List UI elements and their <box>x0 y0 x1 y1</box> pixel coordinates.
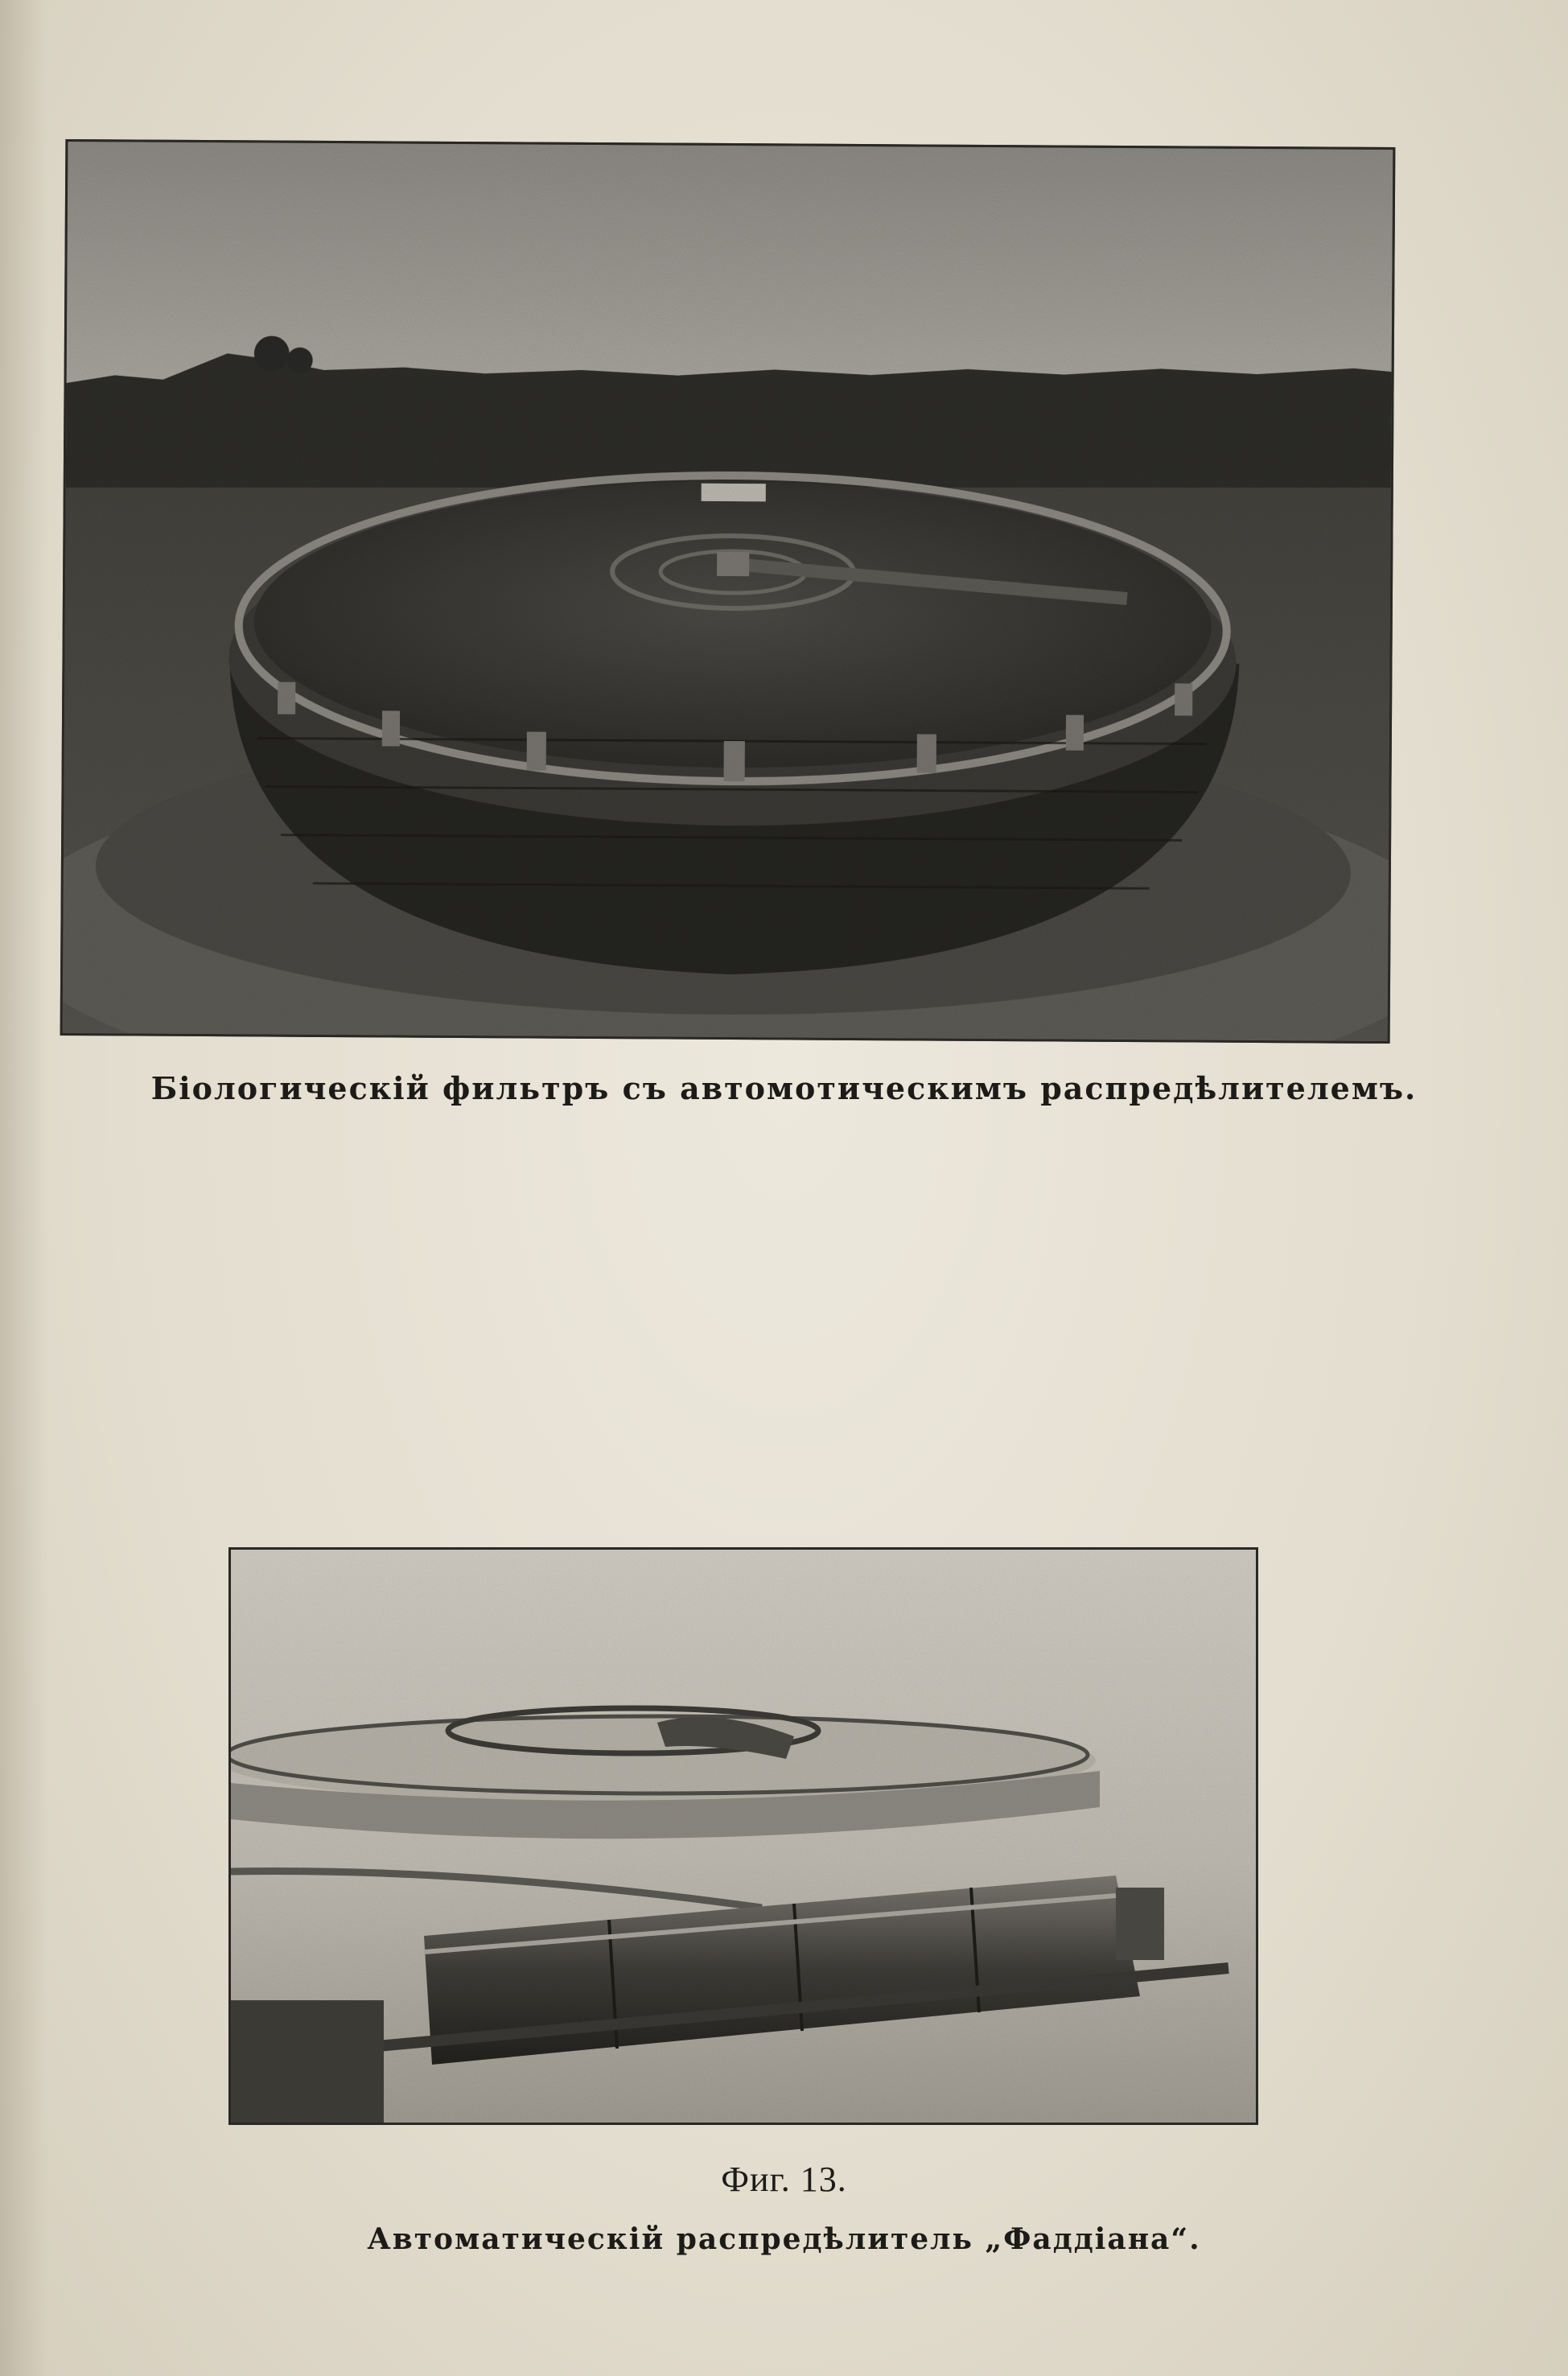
biological-filter-caption: Біологическій фильтръ съ автомотическимъ распредѣлителемъ. <box>150 1070 1418 1106</box>
fiddian-distributor-caption: Автоматическій распредѣлитель „Фаддіана“. <box>367 2222 1201 2256</box>
biological-filter-photo <box>60 139 1396 1044</box>
fiddian-distributor-photo-image <box>231 1550 1256 2123</box>
figure-number: Фиг. 13. <box>721 2160 847 2199</box>
page-edge-shadow <box>0 0 48 2376</box>
biological-filter-photo-image <box>63 142 1393 1041</box>
fiddian-distributor-photo <box>228 1547 1258 2125</box>
